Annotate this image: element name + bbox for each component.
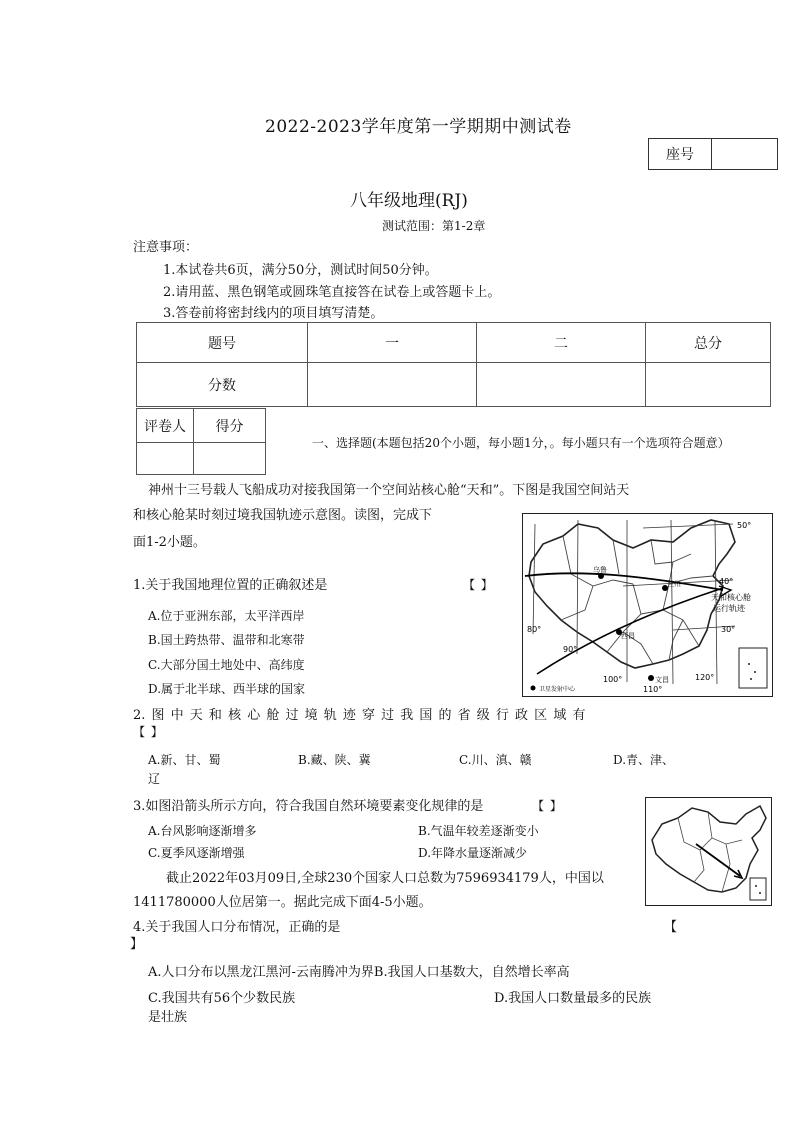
question-1-bracket[interactable]: 【 】	[463, 578, 494, 592]
seat-number-label: 座号	[649, 139, 712, 169]
question-3-bracket[interactable]: 【 】	[532, 799, 563, 813]
grader-cell[interactable]	[194, 443, 266, 475]
map-label: 90°	[563, 645, 578, 654]
question-4-stem: 4.关于我国人口分布情况，正确的是	[133, 920, 341, 935]
seat-number-box	[648, 138, 778, 170]
map-label: 乌鲁	[593, 566, 607, 574]
question-4-bracket-open[interactable]: 【	[664, 920, 678, 935]
score-header: 总分	[646, 323, 771, 363]
china-arrow-map	[645, 797, 772, 906]
question-4-bracket-close[interactable]: 】	[130, 937, 144, 952]
passage-line: 和核心舱某时刻过境我国轨迹示意图。读图，完成下	[133, 508, 433, 523]
question-1-option[interactable]: D.属于北半球、西半球的国家	[148, 682, 306, 696]
question-1-option[interactable]: A.位于亚洲东部，太平洋西岸	[148, 609, 305, 623]
question-3-option[interactable]: C.夏季风逐渐增强	[148, 846, 245, 860]
grader-header: 得分	[194, 409, 266, 443]
passage-line: 面1-2小题。	[133, 535, 206, 550]
map-label: 40°	[719, 577, 734, 586]
section-heading: 一、选择题(本题包括20个小题，每小题1分，。每小题只有一个选项符合题意）	[312, 436, 730, 450]
test-range: 测试范围：第1-2章	[382, 219, 486, 233]
score-table	[136, 322, 771, 407]
exam-title: 2022-2023学年度第一学期期中测试卷	[265, 117, 572, 137]
question-1-option[interactable]: C.大部分国土地处中、高纬度	[148, 658, 305, 672]
note-item: 3.答卷前将密封线内的项目填写清楚。	[163, 306, 384, 321]
map-label: 100°	[603, 675, 623, 684]
notes-heading: 注意事项：	[133, 240, 199, 255]
map-label: 天和核心舱	[711, 593, 751, 602]
score-cell[interactable]	[646, 363, 771, 407]
grader-table	[136, 408, 266, 475]
question-2-option[interactable]: B.藏、陕、冀	[298, 753, 371, 767]
map-label: 兰州	[667, 580, 681, 588]
map-label: 运行轨迹	[713, 604, 745, 613]
passage-line: 1411780000人位居第一。据此完成下面4-5小题。	[133, 895, 432, 910]
question-2-stem: 2. 图 中 天 和 核 心 舱 过 境 轨 迹 穿 过 我 国 的 省 级 行 政 区 域 有	[133, 708, 586, 723]
china-orbit-map	[522, 513, 773, 697]
note-item: 1.本试卷共6页，满分50分，测试时间50分钟。	[163, 263, 438, 278]
question-1-stem: 1.关于我国地理位置的正确叙述是	[133, 578, 328, 593]
score-header: 题号	[137, 323, 308, 363]
question-3-stem: 3.如图沿箭头所示方向，符合我国自然环境要素变化规律的是	[133, 799, 484, 814]
question-3-option[interactable]: D.年降水量逐渐减少	[418, 846, 528, 860]
note-item: 2.请用蓝、黑色钢笔或圆珠笔直接答在试卷上或答题卡上。	[163, 285, 501, 300]
question-2-option[interactable]: C.川、滇、赣	[459, 753, 532, 767]
score-row-label: 分数	[137, 363, 308, 407]
score-header: 一	[308, 323, 477, 363]
question-3-option[interactable]: B.气温年较差逐渐变小	[418, 824, 539, 838]
map-label: 120°	[695, 673, 715, 682]
question-1-option[interactable]: B.国土跨热带、温带和北寒带	[148, 633, 305, 647]
map-label: 110°	[643, 685, 663, 694]
question-4-option[interactable]: D.我国人口数量最多的民族	[494, 991, 652, 1006]
question-2-bracket[interactable]: 【 】	[133, 725, 164, 739]
question-4-option[interactable]: C.我国共有56个少数民族	[148, 991, 296, 1006]
score-cell[interactable]	[477, 363, 646, 407]
map-label: 西昌	[621, 632, 635, 640]
map-legend: 卫星发射中心	[539, 686, 576, 693]
seat-number-field[interactable]	[712, 139, 777, 169]
question-2-option-wrap: 辽	[148, 772, 161, 786]
score-header: 二	[477, 323, 646, 363]
map-label: 80°	[527, 625, 542, 634]
map-label: 50°	[737, 521, 752, 530]
china-arrow-map-svg	[646, 798, 771, 905]
score-cell[interactable]	[308, 363, 477, 407]
map-label: 文昌	[655, 676, 669, 684]
china-orbit-map-svg	[523, 514, 772, 696]
passage-line: 截止2022年03月09日,全球230个国家人口总数为7596934179人，中国以	[166, 871, 604, 886]
passage-line: 神州十三号载人飞船成功对接我国第一个空间站核心舱“天和”。下图是我国空间站天	[148, 483, 630, 498]
question-2-option[interactable]: A.新、甘、蜀	[148, 753, 221, 767]
map-label: 30°	[721, 625, 736, 634]
question-4-option-wrap: 是壮族	[148, 1010, 188, 1025]
grader-header: 评卷人	[137, 409, 194, 443]
question-2-option[interactable]: D.青、津、	[613, 753, 675, 767]
subject-title: 八年级地理(RJ)	[350, 191, 468, 211]
question-4-option[interactable]: A.人口分布以黑龙江黑河-云南腾冲为界B.我国人口基数大，自然增长率高	[148, 965, 570, 980]
grader-cell[interactable]	[137, 443, 194, 475]
question-3-option[interactable]: A.台风影响逐渐增多	[148, 824, 257, 838]
